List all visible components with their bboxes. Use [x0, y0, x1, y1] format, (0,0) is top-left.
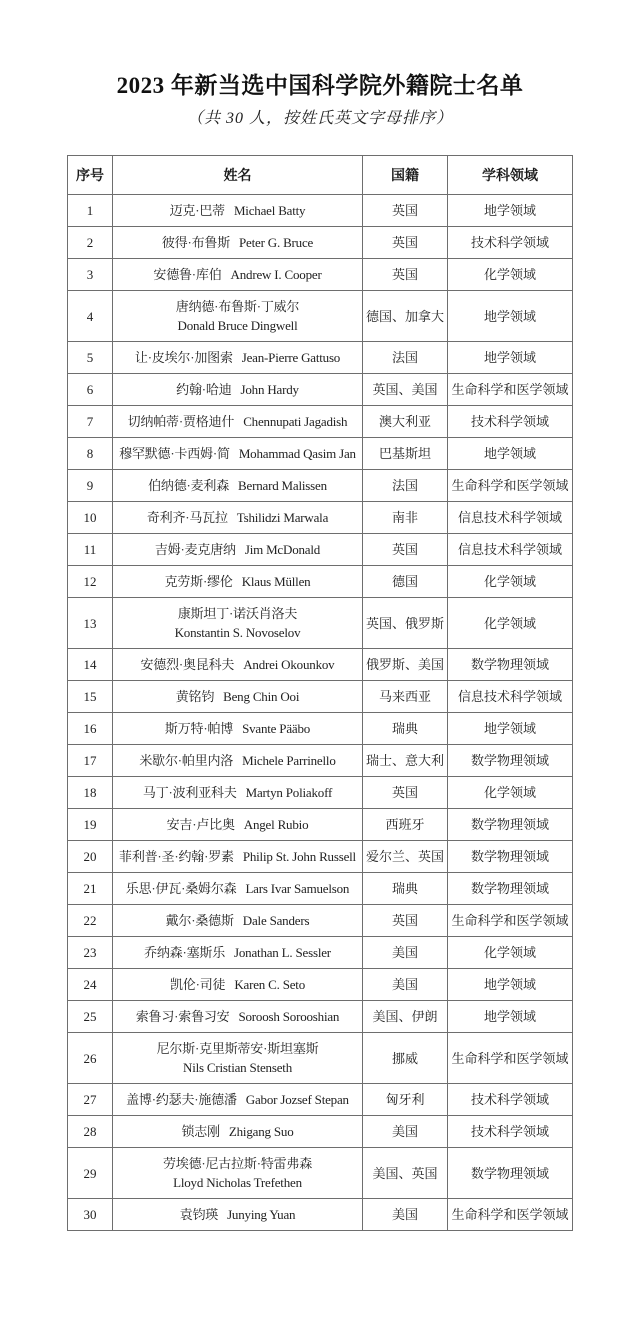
cell-nationality: 俄罗斯、美国: [363, 649, 448, 681]
name-chinese: 乐思·伊瓦·桑姆尔森: [125, 881, 237, 896]
cell-discipline-field: 数学物理领域: [448, 873, 573, 905]
cell-name: [113, 534, 363, 566]
cell-discipline-field: 地学领域: [448, 438, 573, 470]
cell-discipline-field: 数学物理领域: [448, 841, 573, 873]
name-english: Beng Chin Ooi: [223, 689, 300, 704]
cell-discipline-field: 地学领域: [448, 342, 573, 374]
name-english: Jean-Pierre Gattuso: [241, 350, 341, 365]
table-row: [68, 1033, 573, 1084]
cell-serial-number: 10: [68, 502, 113, 534]
table-row: [68, 809, 573, 841]
name-english: Mohammad Qasim Jan: [238, 446, 356, 461]
cell-discipline-field: 生命科学和医学领域: [448, 905, 573, 937]
header-name: 姓名: [113, 156, 363, 195]
cell-discipline-field: 技术科学领域: [448, 1116, 573, 1148]
name-english: Andrei Okounkov: [243, 657, 335, 672]
cell-name: [113, 291, 363, 342]
cell-nationality: 挪威: [363, 1033, 448, 1084]
document-page: [0, 72, 640, 1231]
cell-serial-number: 21: [68, 873, 113, 905]
name-english: Tshilidzi Marwala: [236, 510, 329, 525]
table-row: [68, 227, 573, 259]
name-english: Soroosh Sorooshian: [238, 1009, 340, 1024]
name-english: Andrew I. Cooper: [230, 267, 322, 282]
name-english: Jim McDonald: [244, 542, 321, 557]
name-english: Gabor Jozsef Stepan: [245, 1092, 349, 1107]
cell-name: [113, 470, 363, 502]
name-english: Michael Batty: [233, 203, 306, 218]
table-row: [68, 1116, 573, 1148]
cell-nationality: 英国、美国: [363, 374, 448, 406]
name-english: Karen C. Seto: [234, 977, 306, 992]
cell-nationality: 英国: [363, 195, 448, 227]
cell-name: [113, 745, 363, 777]
cell-name: [113, 342, 363, 374]
cell-nationality: 英国: [363, 777, 448, 809]
name-english: Jonathan L. Sessler: [234, 945, 331, 960]
name-english: Philip St. John Russell: [242, 849, 356, 864]
cell-name: [113, 969, 363, 1001]
name-chinese: 康斯坦丁·诺沃肖洛夫: [177, 606, 298, 621]
cell-name: [113, 873, 363, 905]
table-row: [68, 777, 573, 809]
cell-serial-number: 8: [68, 438, 113, 470]
name-english: Donald Bruce Dingwell: [177, 318, 298, 333]
cell-discipline-field: 生命科学和医学领域: [448, 374, 573, 406]
table-row: [68, 534, 573, 566]
cell-name: [113, 937, 363, 969]
cell-name: [113, 841, 363, 873]
name-chinese: 索鲁习·索鲁习安: [135, 1009, 230, 1024]
name-chinese: 彼得·布鲁斯: [161, 235, 231, 250]
name-chinese: 安吉·卢比奥: [166, 817, 235, 832]
table-row: [68, 745, 573, 777]
name-english: Lloyd Nicholas Trefethen: [173, 1175, 302, 1190]
name-english: Bernard Malissen: [238, 478, 327, 493]
cell-nationality: 美国: [363, 937, 448, 969]
cell-serial-number: 27: [68, 1084, 113, 1116]
header-serial-number: 序号: [68, 156, 113, 195]
cell-name: [113, 438, 363, 470]
table-row: [68, 937, 573, 969]
cell-serial-number: 15: [68, 681, 113, 713]
name-chinese: 菲利普·圣·约翰·罗素: [119, 849, 234, 864]
cell-name: [113, 374, 363, 406]
cell-serial-number: 14: [68, 649, 113, 681]
cell-nationality: 英国、俄罗斯: [363, 598, 448, 649]
cell-serial-number: 4: [68, 291, 113, 342]
name-english: Klaus Müllen: [241, 574, 311, 589]
table-row: [68, 470, 573, 502]
name-chinese: 伯纳德·麦利森: [148, 478, 230, 493]
cell-name: [113, 649, 363, 681]
name-chinese: 尼尔斯·克里斯蒂安·斯坦塞斯: [156, 1041, 319, 1056]
cell-name: [113, 1084, 363, 1116]
name-english: John Hardy: [240, 382, 299, 397]
name-english: Angel Rubio: [243, 817, 309, 832]
table-row: [68, 873, 573, 905]
table-row: [68, 438, 573, 470]
name-chinese: 黄铭钧: [175, 689, 215, 704]
table-row: [68, 1084, 573, 1116]
cell-name: [113, 1199, 363, 1231]
cell-serial-number: 20: [68, 841, 113, 873]
cell-serial-number: 30: [68, 1199, 113, 1231]
name-chinese: 盖博·约瑟夫·施德潘: [126, 1092, 237, 1107]
cell-name: [113, 713, 363, 745]
cell-discipline-field: 化学领域: [448, 937, 573, 969]
cell-nationality: 南非: [363, 502, 448, 534]
cell-discipline-field: 地学领域: [448, 713, 573, 745]
cell-nationality: 匈牙利: [363, 1084, 448, 1116]
cell-nationality: 美国: [363, 969, 448, 1001]
cell-serial-number: 13: [68, 598, 113, 649]
cell-serial-number: 16: [68, 713, 113, 745]
table-row: [68, 649, 573, 681]
cell-nationality: 法国: [363, 470, 448, 502]
cell-name: [113, 227, 363, 259]
cell-nationality: 美国: [363, 1116, 448, 1148]
cell-nationality: 英国: [363, 227, 448, 259]
cell-nationality: 爱尔兰、英国: [363, 841, 448, 873]
name-english: Junying Yuan: [227, 1207, 296, 1222]
page-title: 2023 年新当选中国科学院外籍院士名单: [116, 73, 524, 98]
table-row: [68, 502, 573, 534]
header-nationality: 国籍: [363, 156, 448, 195]
cell-discipline-field: 生命科学和医学领域: [448, 470, 573, 502]
cell-serial-number: 11: [68, 534, 113, 566]
cell-serial-number: 24: [68, 969, 113, 1001]
name-chinese: 劳埃德·尼古拉斯·特雷弗森: [162, 1156, 313, 1171]
cell-serial-number: 7: [68, 406, 113, 438]
name-english: Svante Pääbo: [242, 721, 311, 736]
cell-name: [113, 406, 363, 438]
cell-discipline-field: 技术科学领域: [448, 227, 573, 259]
cell-discipline-field: 化学领域: [448, 777, 573, 809]
name-chinese: 锁志刚: [181, 1124, 220, 1139]
cell-serial-number: 12: [68, 566, 113, 598]
cell-name: [113, 777, 363, 809]
cell-discipline-field: 地学领域: [448, 969, 573, 1001]
cell-nationality: 英国: [363, 905, 448, 937]
name-english: Nils Cristian Stenseth: [183, 1060, 292, 1075]
cell-discipline-field: 技术科学领域: [448, 406, 573, 438]
table-row: [68, 195, 573, 227]
table-row: [68, 1001, 573, 1033]
name-chinese: 克劳斯·缪伦: [164, 574, 233, 589]
name-chinese: 米歇尔·帕里内洛: [139, 753, 234, 768]
cell-name: [113, 566, 363, 598]
name-chinese: 迈克·巴蒂: [169, 203, 225, 218]
cell-nationality: 美国: [363, 1199, 448, 1231]
cell-nationality: 英国: [363, 259, 448, 291]
cell-discipline-field: 信息技术科学领域: [448, 502, 573, 534]
cell-serial-number: 1: [68, 195, 113, 227]
cell-nationality: 瑞典: [363, 713, 448, 745]
cell-nationality: 英国: [363, 534, 448, 566]
cell-nationality: 美国、英国: [363, 1148, 448, 1199]
name-chinese: 乔纳森·塞斯乐: [144, 945, 225, 960]
table-row: [68, 342, 573, 374]
cell-name: [113, 1033, 363, 1084]
name-english: Peter G. Bruce: [239, 235, 314, 250]
cell-nationality: 马来西亚: [363, 681, 448, 713]
cell-serial-number: 17: [68, 745, 113, 777]
cell-name: [113, 681, 363, 713]
table-row: [68, 713, 573, 745]
name-english: Dale Sanders: [242, 913, 310, 928]
name-chinese: 戴尔·桑德斯: [165, 913, 234, 928]
cell-discipline-field: 数学物理领域: [448, 745, 573, 777]
cell-nationality: 澳大利亚: [363, 406, 448, 438]
name-chinese: 袁钧瑛: [179, 1207, 219, 1222]
table-row: [68, 566, 573, 598]
name-chinese: 安德鲁·库伯: [153, 267, 222, 282]
name-chinese: 斯万特·帕博: [164, 721, 234, 736]
table-row: [68, 1148, 573, 1199]
table-row: [68, 905, 573, 937]
cell-name: [113, 809, 363, 841]
name-chinese: 吉姆·麦克唐纳: [154, 542, 236, 557]
cell-serial-number: 22: [68, 905, 113, 937]
name-chinese: 马丁·波利亚科夫: [142, 785, 237, 800]
cell-discipline-field: 地学领域: [448, 1001, 573, 1033]
name-english: Michele Parrinello: [242, 753, 336, 768]
name-chinese: 奇利齐·马瓦拉: [146, 510, 228, 525]
cell-nationality: 西班牙: [363, 809, 448, 841]
table-row: [68, 406, 573, 438]
table-row: [68, 969, 573, 1001]
cell-name: [113, 259, 363, 291]
name-english: Lars Ivar Samuelson: [245, 881, 350, 896]
name-english: Konstantin S. Novoselov: [174, 625, 301, 640]
cell-serial-number: 19: [68, 809, 113, 841]
table-row: [68, 1199, 573, 1231]
cell-serial-number: 2: [68, 227, 113, 259]
cell-serial-number: 29: [68, 1148, 113, 1199]
cell-serial-number: 18: [68, 777, 113, 809]
name-english: Chennupati Jagadish: [243, 414, 348, 429]
cell-name: [113, 195, 363, 227]
name-chinese: 穆罕默德·卡西姆·简: [119, 446, 230, 461]
cell-serial-number: 26: [68, 1033, 113, 1084]
cell-discipline-field: 数学物理领域: [448, 1148, 573, 1199]
cell-nationality: 瑞士、意大利: [363, 745, 448, 777]
cell-serial-number: 3: [68, 259, 113, 291]
name-chinese: 让·皮埃尔·加图索: [134, 350, 233, 365]
cell-discipline-field: 化学领域: [448, 598, 573, 649]
table-header-row: [68, 156, 573, 195]
cell-serial-number: 23: [68, 937, 113, 969]
cell-discipline-field: 信息技术科学领域: [448, 681, 573, 713]
cell-discipline-field: 地学领域: [448, 291, 573, 342]
name-chinese: 安德烈·奥昆科夫: [140, 657, 235, 672]
cell-nationality: 德国: [363, 566, 448, 598]
cell-name: [113, 1116, 363, 1148]
cell-discipline-field: 化学领域: [448, 259, 573, 291]
name-chinese: 切纳帕蒂·贾格迪什: [127, 414, 235, 429]
cell-discipline-field: 地学领域: [448, 195, 573, 227]
cell-serial-number: 28: [68, 1116, 113, 1148]
cell-nationality: 瑞典: [363, 873, 448, 905]
cell-discipline-field: 生命科学和医学领域: [448, 1199, 573, 1231]
cell-nationality: 美国、伊朗: [363, 1001, 448, 1033]
cell-discipline-field: 技术科学领域: [448, 1084, 573, 1116]
cell-discipline-field: 化学领域: [448, 566, 573, 598]
cell-discipline-field: 数学物理领域: [448, 649, 573, 681]
cell-nationality: 法国: [363, 342, 448, 374]
cell-nationality: 德国、加拿大: [363, 291, 448, 342]
name-chinese: 唐纳德·布鲁斯·丁威尔: [175, 299, 300, 314]
table-row: [68, 374, 573, 406]
cell-discipline-field: 信息技术科学领域: [448, 534, 573, 566]
cell-serial-number: 6: [68, 374, 113, 406]
academicians-table: [67, 155, 573, 1231]
cell-name: [113, 502, 363, 534]
name-chinese: 约翰·哈迪: [176, 382, 232, 397]
table-body: [68, 195, 573, 1231]
cell-serial-number: 9: [68, 470, 113, 502]
name-english: Martyn Poliakoff: [245, 785, 333, 800]
cell-name: [113, 1001, 363, 1033]
table-row: [68, 259, 573, 291]
cell-name: [113, 1148, 363, 1199]
table-row: [68, 291, 573, 342]
table-row: [68, 598, 573, 649]
cell-discipline-field: 生命科学和医学领域: [448, 1033, 573, 1084]
page-subtitle: （共 30 人，按姓氏英文字母排序）: [186, 110, 453, 127]
cell-serial-number: 5: [68, 342, 113, 374]
name-chinese: 凯伦·司徒: [169, 977, 226, 992]
cell-name: [113, 905, 363, 937]
name-english: Zhigang Suo: [228, 1124, 294, 1139]
cell-serial-number: 25: [68, 1001, 113, 1033]
cell-nationality: 巴基斯坦: [363, 438, 448, 470]
cell-discipline-field: 数学物理领域: [448, 809, 573, 841]
table-row: [68, 681, 573, 713]
cell-name: [113, 598, 363, 649]
header-discipline-field: 学科领域: [448, 156, 573, 195]
table-row: [68, 841, 573, 873]
